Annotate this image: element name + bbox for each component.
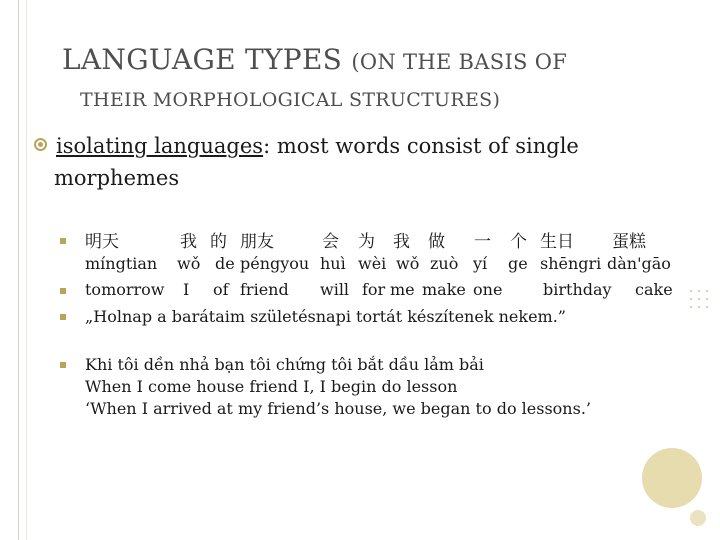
square-bullet-icon (60, 238, 66, 244)
pinyin-9: yí (473, 254, 488, 273)
left-decorative-rule (18, 0, 19, 540)
pinyin-2: wǒ (177, 254, 201, 273)
pinyin-7: wǒ (396, 254, 420, 273)
pinyin-3: de (215, 254, 235, 273)
gloss-6: for (362, 280, 386, 299)
gloss-7: me (390, 280, 415, 299)
chinese-char-3: 的 (210, 232, 227, 252)
bullet-text (34, 130, 674, 194)
chinese-char-11: 生日 (540, 232, 574, 252)
left-decorative-rule-inner (26, 0, 27, 540)
square-bullet-icon (60, 288, 66, 294)
title-paren: (ON THE BASIS OF (351, 50, 568, 74)
pinyin-11: shēngri (540, 254, 602, 273)
chinese-char-4: 朋友 (240, 232, 274, 252)
bullet-isolating-languages (34, 130, 674, 194)
decorative-circle-small (690, 510, 706, 526)
chinese-char-1: 明天 (85, 232, 119, 252)
square-bullet-icon (60, 314, 66, 320)
bullet-continuation: morphemes (54, 166, 180, 190)
title-line2: THEIR MORPHOLOGICAL STRUCTURES) (80, 89, 501, 111)
gloss-8: make (422, 280, 466, 299)
vietnamese-gloss: When I come house friend I, I begin do lesson (85, 377, 458, 396)
chinese-char-9: 一 (474, 232, 491, 252)
chinese-char-8: 做 (428, 232, 445, 252)
circle-bullet-icon (34, 138, 47, 151)
square-bullet-icon (60, 362, 66, 368)
gloss-2: I (183, 280, 190, 299)
chinese-char-5: 会 (322, 232, 339, 252)
pinyin-1: míngtian (85, 254, 158, 273)
pinyin-4: péngyou (240, 254, 310, 273)
chinese-char-10: 个 (510, 232, 527, 252)
gloss-1: tomorrow (85, 280, 165, 299)
vietnamese-translation: ‘When I arrived at my friend’s house, we began to do lessons.’ (85, 399, 591, 418)
chinese-char-2: 我 (180, 232, 197, 252)
gloss-11: cake (635, 280, 673, 299)
bullet-rest: : most words consist of single (263, 134, 579, 158)
gloss-9: one (473, 280, 503, 299)
pinyin-10: ge (508, 254, 528, 273)
chinese-char-7: 我 (393, 232, 410, 252)
gloss-3: of (213, 280, 229, 299)
pinyin-12: dàn'gāo (607, 254, 671, 273)
sub-bullet-vietnamese (60, 354, 680, 420)
chinese-char-12: 蛋糕 (612, 232, 646, 252)
decorative-circle-large (642, 448, 702, 508)
gloss-4: friend (240, 280, 289, 299)
slide-title (62, 42, 662, 118)
pinyin-6: wèi (358, 254, 387, 273)
title-main: LANGUAGE TYPES (62, 43, 343, 76)
hungarian-sentence: „Holnap a barátaim születésnapi tortát készítenek nekem.” (85, 307, 566, 326)
pinyin-5: huì (320, 254, 346, 273)
sub-bullet-hungarian (60, 306, 680, 328)
pinyin-8: zuò (430, 254, 459, 273)
vietnamese-sentence: Khi tôi dền nhả bạn tôi chứng tôi bắt dầu lảm bải (85, 355, 484, 374)
gloss-10: birthday (543, 280, 612, 299)
chinese-char-6: 为 (358, 232, 375, 252)
gloss-5: will (320, 280, 350, 299)
term-isolating-languages: isolating languages (56, 134, 264, 158)
